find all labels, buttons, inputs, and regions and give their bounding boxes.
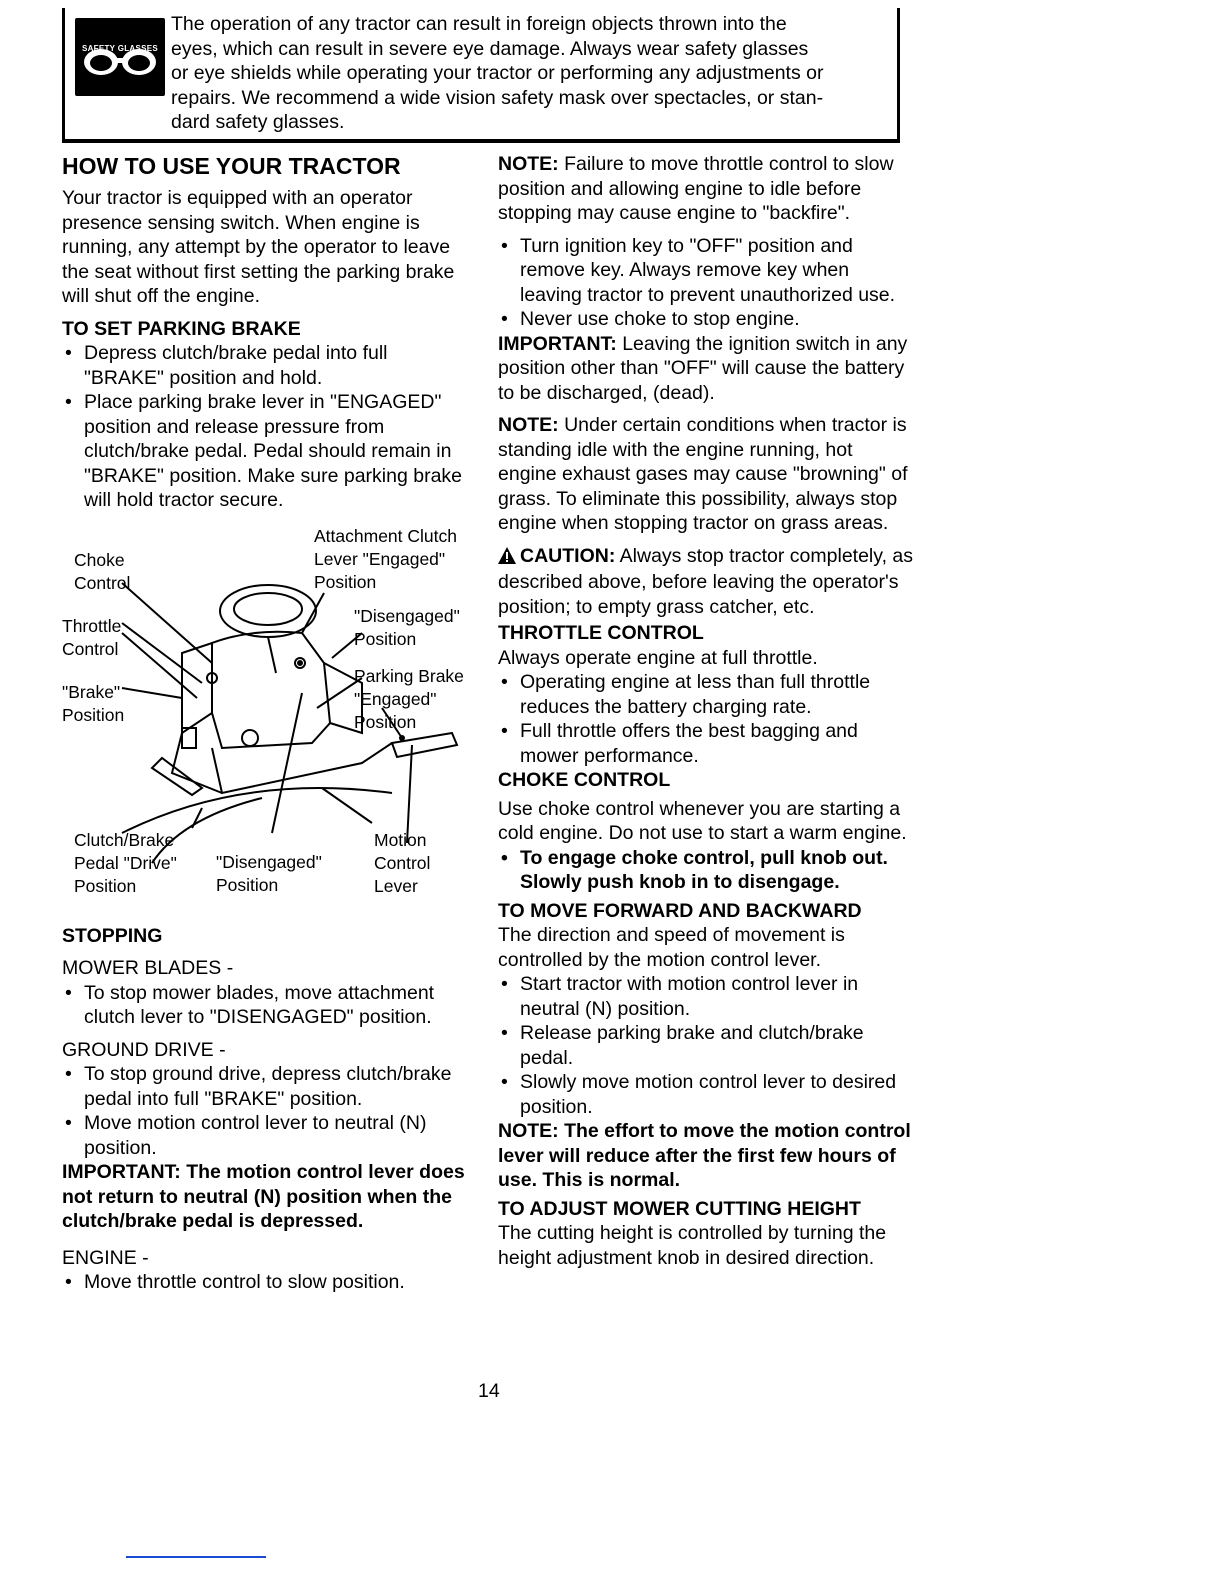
parking-brake-label [354, 665, 464, 734]
section-title: HOW TO USE YOUR TRACTOR [62, 153, 401, 179]
label-line: Position [62, 704, 125, 725]
note-backfire [498, 152, 914, 226]
choke-control-heading: CHOKE CONTROL [498, 769, 671, 791]
page-number: 14 [478, 1380, 500, 1402]
warning-triangle-icon [498, 546, 516, 571]
label-line: Lever "Engaged" [314, 548, 446, 569]
label-line: "Engaged" [354, 688, 437, 709]
list-item: • Never use choke to stop engine. [498, 307, 914, 332]
brake-position-label [62, 681, 124, 727]
note-text: Under certain conditions when tractor is standing idle with the engine running, hot engine exhaust gases may cause "browning" of grass. To eliminate this possibility, always stop engine when stopping tractor on grass areas. [498, 414, 908, 534]
safety-glasses-icon [75, 18, 165, 96]
label-line: Position [314, 571, 377, 592]
label-line: Clutch/Brake [74, 829, 175, 850]
attachment-clutch-label [314, 525, 457, 594]
list-item: • To engage choke control, pull knob out. Slowly push knob in to disengage. [498, 846, 914, 895]
choke-list [498, 846, 914, 895]
parking-brake-heading: TO SET PARKING BRAKE [62, 317, 301, 340]
label-line: Control [62, 638, 119, 659]
important-label: IMPORTANT: [498, 332, 617, 355]
throttle-list [498, 670, 914, 768]
move-heading: TO MOVE FORWARD AND BACKWARD [498, 899, 862, 922]
label-line: "Disengaged" [354, 605, 460, 626]
label-line: Pedal "Drive" [74, 852, 177, 873]
ignition-list [498, 234, 914, 332]
safety-warning-box [62, 8, 900, 143]
warning-line: or eye shields while operating your tractor or performing any adjustments or [171, 62, 824, 84]
disengaged-top-label [354, 605, 460, 651]
note-text: The effort to move the motion control lever will reduce after the first few hours of use. This is normal. [498, 1120, 911, 1191]
label-line: Motion [374, 829, 427, 850]
list-item: • Move throttle control to slow position. [62, 1270, 472, 1295]
label-line: Lever [374, 875, 418, 896]
throttle-intro: Always operate engine at full throttle. [498, 646, 818, 669]
engine-list [62, 1270, 472, 1295]
list-item: • To stop ground drive, depress clutch/brake pedal into full "BRAKE" position. [62, 1062, 472, 1111]
label-line: Throttle [62, 615, 122, 636]
disengaged-bottom-label [216, 851, 322, 897]
clutch-brake-pedal-label [74, 829, 177, 898]
list-item: • Move motion control lever to neutral (N) position. [62, 1111, 472, 1160]
caution-label: CAUTION: [520, 544, 616, 567]
list-item: • Release parking brake and clutch/brake pedal. [498, 1021, 914, 1070]
label-line: Choke [74, 549, 125, 570]
move-list [498, 972, 914, 1119]
label-line: Position [216, 874, 279, 895]
choke-control-label [74, 549, 130, 595]
important-text: The motion control lever does not return to neutral (N) position when the clutch/brake pedal is depressed. [62, 1161, 465, 1232]
label-line: Control [374, 852, 431, 873]
note-browning [498, 413, 914, 536]
list-item: • Full throttle offers the best bagging and mower performance. [498, 719, 914, 768]
list-item: • Depress clutch/brake pedal into full "BRAKE" position and hold. [62, 341, 472, 390]
intro-paragraph: Your tractor is equipped with an operator presence sensing switch. When engine is running, any attempt by the operator to leave the seat without first setting the parking brake will shut off the engine. [62, 187, 455, 307]
ground-drive-list [62, 1062, 472, 1160]
list-item: • To stop mower blades, move attachment clutch lever to "DISENGAGED" position. [62, 981, 472, 1030]
parking-brake-list [62, 341, 472, 513]
note-text: Failure to move throttle control to slow position and allowing engine to idle before stopping may cause engine to "backfire". [498, 153, 894, 224]
cutting-height-text: The cutting height is controlled by turning the height adjustment knob in desired direction. [498, 1222, 887, 1269]
important-text: Leaving the ignition switch in any position other than "OFF" will cause the battery to be discharged, (dead). [498, 332, 908, 404]
throttle-control-heading: THROTTLE CONTROL [498, 622, 704, 644]
right-column [498, 152, 914, 1270]
divider-line [126, 1556, 266, 1558]
note-label: NOTE: [498, 1120, 559, 1142]
list-item: • Start tractor with motion control lever in neutral (N) position. [498, 972, 914, 1021]
label-line: Position [354, 628, 417, 649]
important-note [62, 1160, 472, 1234]
important-ignition [498, 332, 914, 406]
label-line: Attachment Clutch [314, 525, 457, 546]
caution-note [498, 544, 914, 620]
note-effort [498, 1119, 914, 1193]
warning-line: repairs. We recommend a wide vision safety mask over spectacles, or stan- [171, 86, 824, 109]
tractor-controls-diagram [62, 525, 477, 918]
safety-icon-label: SAFETY GLASSES [81, 44, 159, 53]
label-line: "Brake" [62, 681, 121, 702]
note-label: NOTE: [498, 153, 559, 175]
warning-line: dard safety glasses. [171, 111, 345, 133]
label-line: Control [74, 572, 131, 593]
move-intro: The direction and speed of movement is controlled by the motion control lever. [498, 924, 845, 971]
note-label: NOTE: [498, 414, 559, 436]
choke-intro: Use choke control whenever you are starting a cold engine. Do not use to start a warm engine. [498, 797, 907, 844]
warning-line: The operation of any tractor can result in foreign objects thrown into the [171, 13, 787, 35]
caution-text: Always stop tractor completely, as described above, before leaving the operator's position; to empty grass catcher, etc. [498, 544, 913, 618]
warning-line: eyes, which can result in severe eye damage. Always wear safety glasses [171, 37, 809, 60]
list-item: • Slowly move motion control lever to desired position. [498, 1070, 914, 1119]
ground-drive-heading: GROUND DRIVE - [62, 1038, 226, 1061]
cutting-height-heading: TO ADJUST MOWER CUTTING HEIGHT [498, 1197, 861, 1220]
important-label: IMPORTANT: [62, 1161, 181, 1183]
stopping-heading: STOPPING [62, 924, 163, 947]
list-item: • Operating engine at less than full throttle reduces the battery charging rate. [498, 670, 914, 719]
warning-text [171, 12, 891, 135]
engine-heading: ENGINE - [62, 1246, 149, 1269]
list-item: • Place parking brake lever in "ENGAGED" position and release pressure from clutch/brake pedal. Pedal should remain in "BRAKE" position. Make sure parking brake will hold tractor secure. [62, 390, 472, 513]
label-line: "Disengaged" [216, 851, 322, 872]
label-line: Position [354, 711, 417, 732]
mower-blades-list [62, 981, 472, 1030]
list-item: • Turn ignition key to "OFF" position and remove key. Always remove key when leaving tractor to prevent unauthorized use. [498, 234, 914, 308]
throttle-control-label [62, 615, 121, 661]
label-line: Parking Brake [354, 665, 464, 686]
motion-control-label [374, 829, 430, 898]
label-line: Position [74, 875, 137, 896]
mower-blades-heading: MOWER BLADES - [62, 957, 234, 979]
left-column [62, 152, 472, 1295]
